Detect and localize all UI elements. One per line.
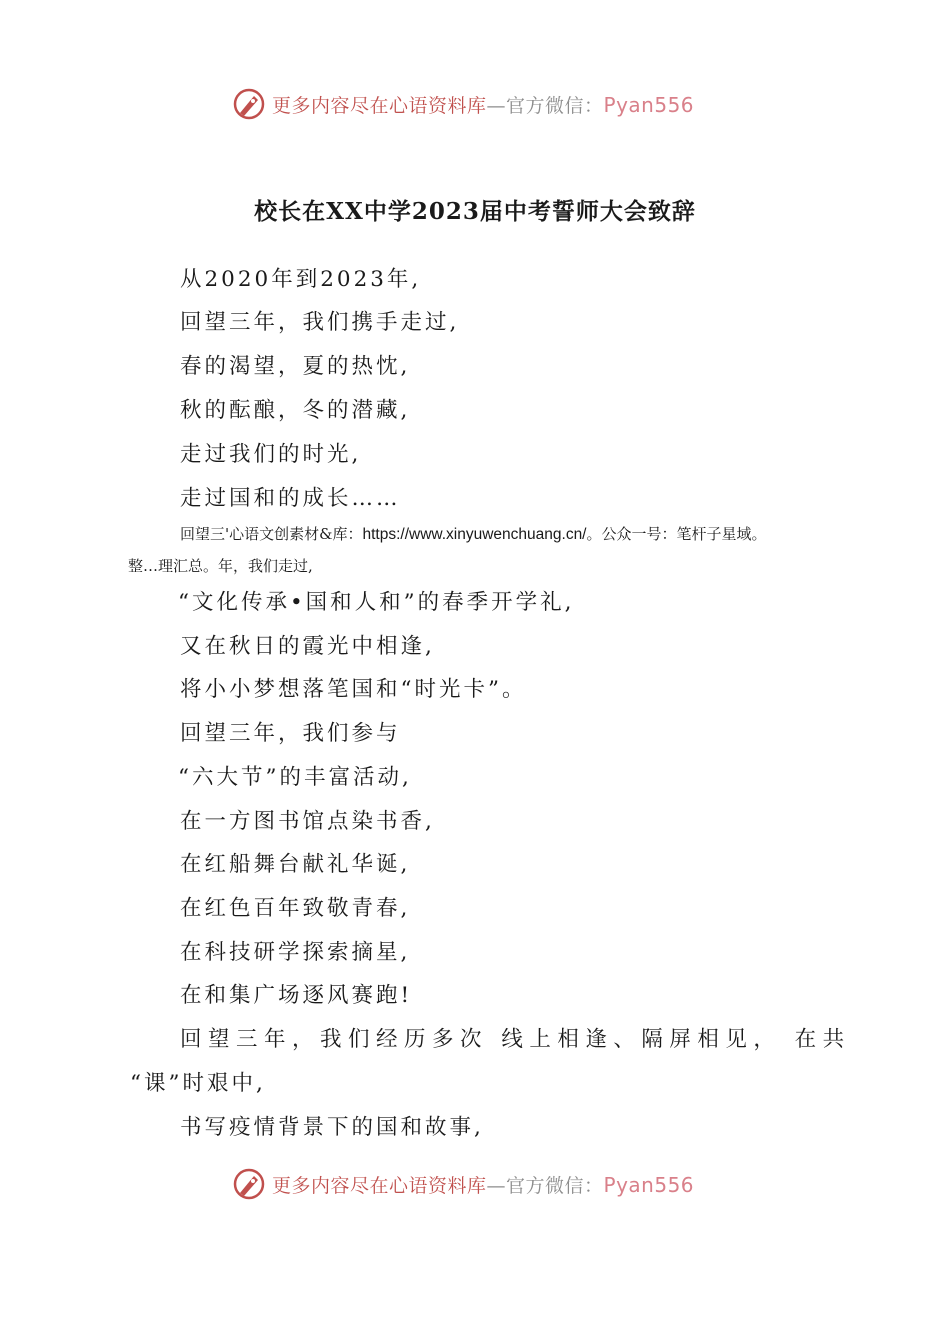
banner-wechat-id: Pyan556 — [603, 92, 695, 117]
banner-wechat-id: Pyan556 — [603, 1172, 695, 1197]
verse-line: 在红色百年致敬青春, — [180, 896, 411, 921]
verse-line: “文化传承•国和人和”的春季开学礼, — [178, 590, 575, 615]
verse-line: 回望三年，我们参与 — [180, 721, 401, 746]
banner-slogan: 更多内容尽在心语资料库 — [272, 94, 487, 117]
paragraph-line: 回望三年，我们经历多次 线上相逢、隔屏相见， 在共 — [180, 1027, 851, 1052]
banner-wechat-label: 官方微信： — [506, 1174, 604, 1197]
banner-separator: — — [486, 94, 507, 117]
watermark-line-1 — [180, 523, 767, 544]
banner-slogan: 更多内容尽在心语资料库 — [272, 1174, 487, 1197]
verse-line: 将小小梦想落笔国和“时光卡”。 — [180, 677, 527, 702]
verse-line: 秋的酝酿，冬的潜藏, — [180, 398, 411, 423]
verse-line: 又在秋日的霞光中相逢, — [180, 634, 435, 659]
verse-line: 走过我们的时光, — [180, 442, 362, 467]
verse-line: 走过国和的成长…… — [180, 486, 401, 511]
banner-text — [272, 91, 694, 118]
watermark-text-1: 回望三'心语文创素材&库： — [180, 525, 363, 543]
watermark-line-2: 整…理汇总。年，我们走过, — [128, 557, 313, 575]
verse-line: 在红船舞台献礼华诞, — [180, 852, 411, 877]
paragraph-continuation: “课”时艰中, — [130, 1071, 266, 1096]
watermark-url: https://www.xinyuwenchuang.cn/ — [362, 526, 587, 543]
banner-separator: — — [486, 1174, 507, 1197]
banner-wechat-label: 官方微信： — [506, 94, 604, 117]
watermark-text-2: 。公众一号：笔杆子星域。 — [586, 525, 767, 543]
verse-line: 在科技研学探索摘星, — [180, 940, 411, 965]
pen-nib-icon — [232, 87, 266, 121]
footer-banner — [232, 1166, 694, 1202]
banner-text — [272, 1171, 694, 1198]
verse-line: 从2020年到2023年, — [180, 267, 422, 292]
verse-line: 书写疫情背景下的国和故事, — [180, 1115, 484, 1140]
verse-line: 春的渴望，夏的热忱, — [180, 354, 411, 379]
pen-nib-icon — [232, 1167, 266, 1201]
verse-line: 回望三年，我们携手走过, — [180, 310, 460, 335]
verse-line: “六大节”的丰富活动, — [178, 765, 412, 790]
verse-line: 在一方图书馆点染书香, — [180, 809, 435, 834]
verse-line: 在和集广场逐风赛跑! — [180, 983, 413, 1008]
header-banner — [232, 86, 694, 122]
document-title: 校长在XX中学2023届中考誓师大会致辞 — [254, 198, 696, 225]
